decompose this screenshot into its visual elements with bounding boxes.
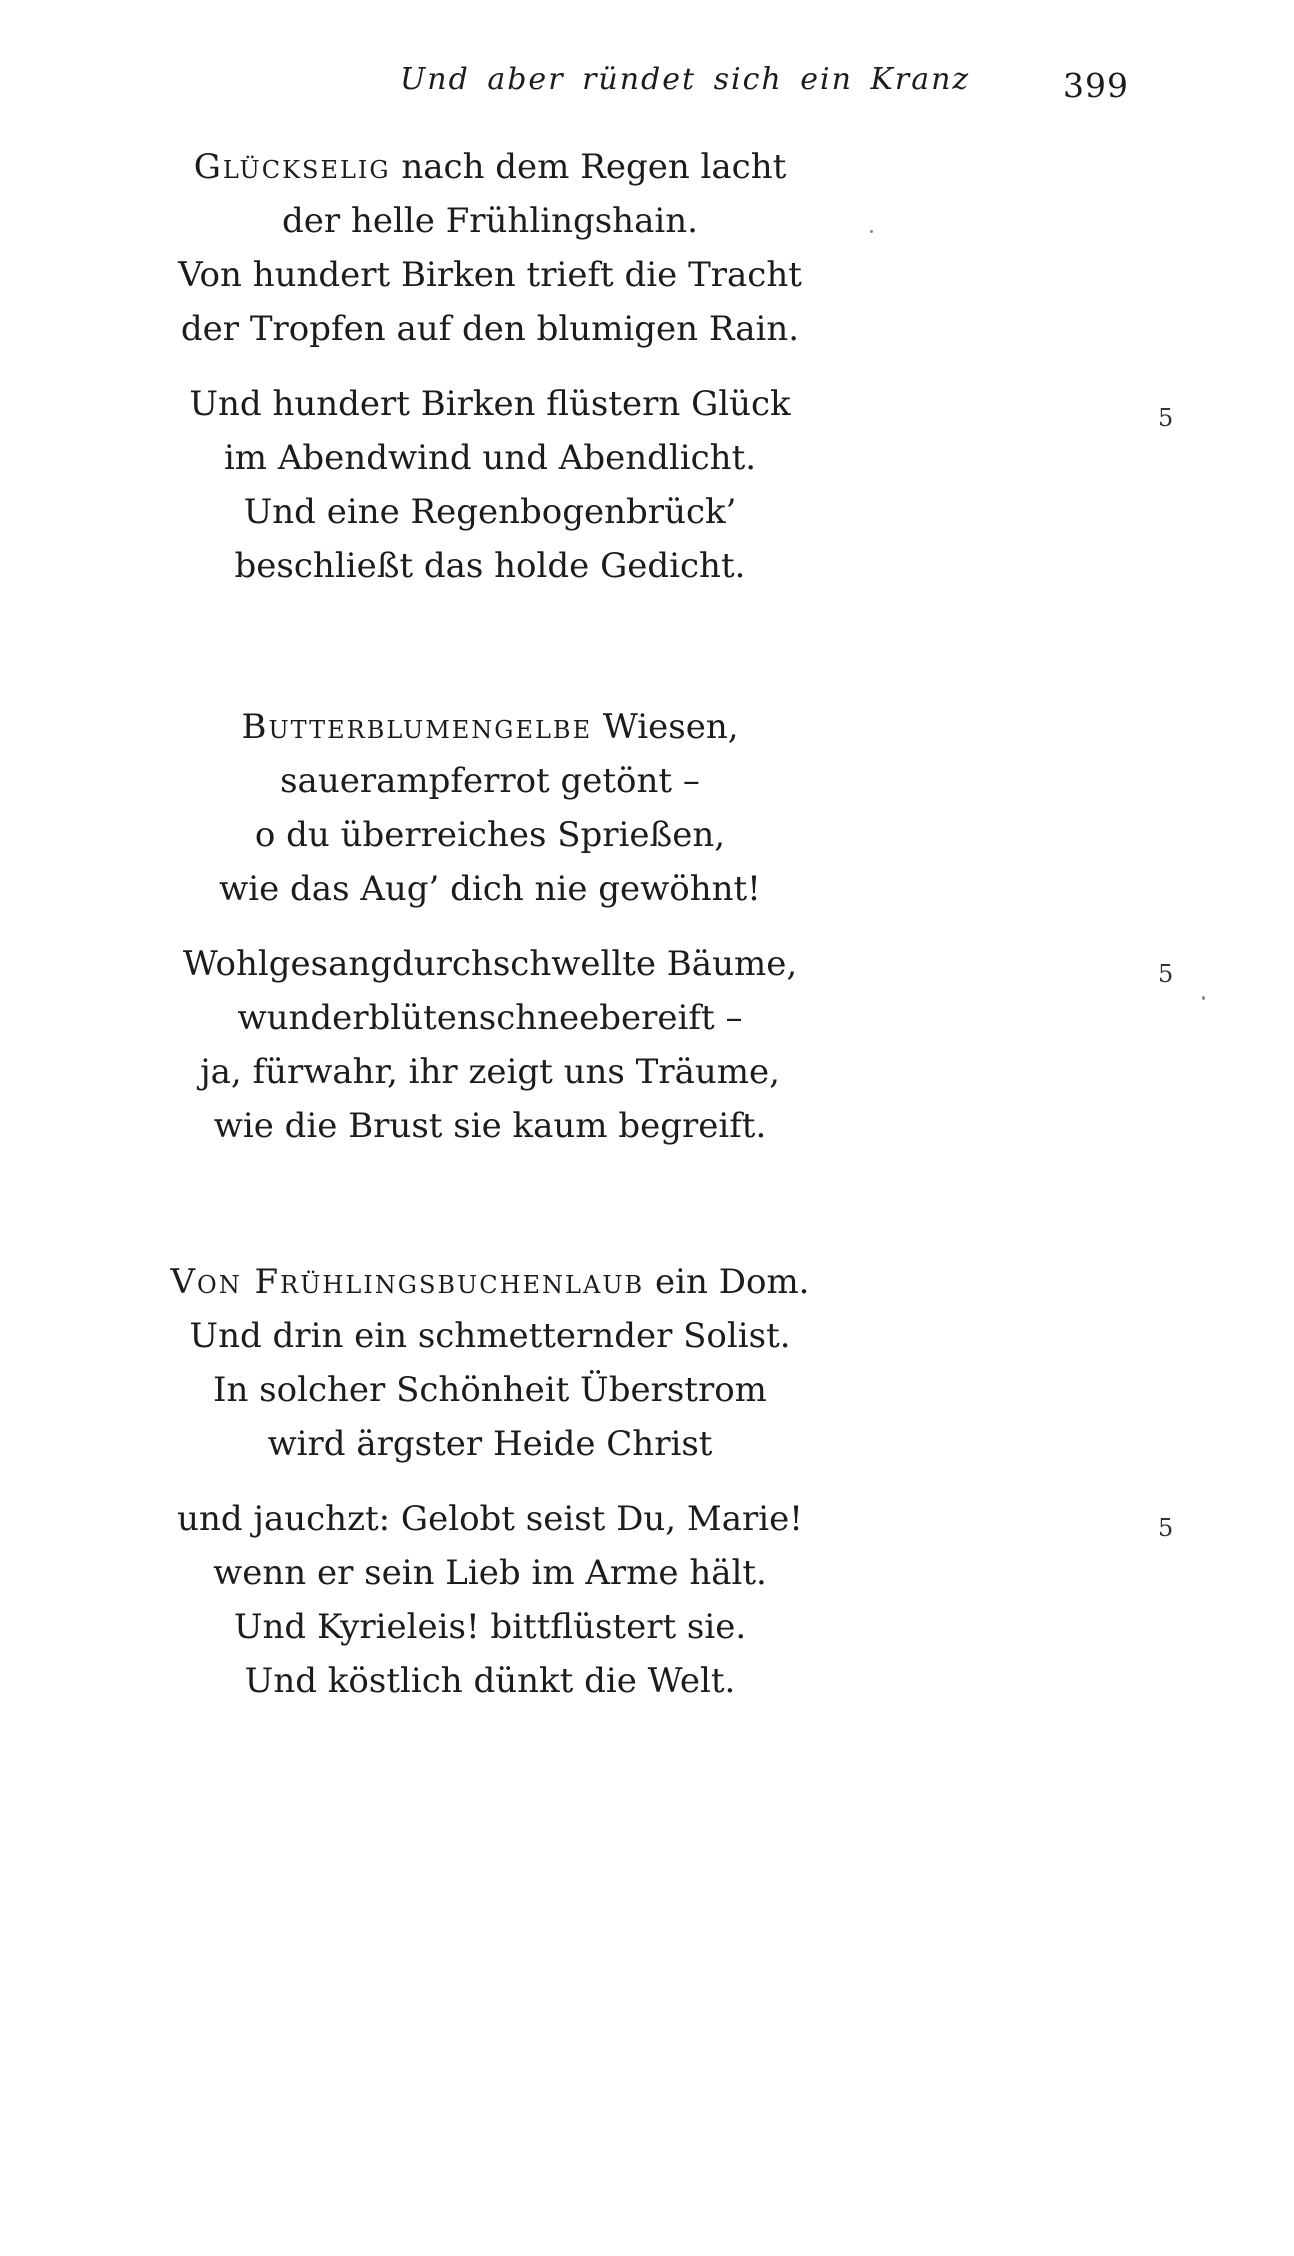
scan-speck (870, 230, 873, 233)
verse-line: Und hundert Birken flüstern Glück (189, 384, 791, 424)
verse-line: Butterblumengelbe Wiesen, (241, 707, 739, 747)
opening-word: Butterblumengelbe (241, 707, 593, 747)
stanza-1 (170, 140, 810, 356)
verse-line: Wohlgesangdurchschwellte Bäume, (182, 944, 798, 984)
poem-3 (170, 1255, 810, 1708)
page-number: 399 (1063, 66, 1129, 105)
verse-line: wie das Aug’ dich nie gewöhnt! (219, 869, 761, 909)
verse-line: o du überreiches Sprießen, (254, 815, 726, 855)
verse-line: wenn er sein Lieb im Arme hält. (213, 1553, 767, 1593)
poem-2 (170, 700, 810, 1153)
verse-line: wunderblütenschneebereift – (237, 998, 743, 1038)
verse-line: Und eine Regenbogenbrück’ (243, 492, 737, 532)
verse-line: der Tropfen auf den blumigen Rain. (180, 309, 800, 349)
stanza-1 (170, 1255, 810, 1471)
verse-line: und jauchzt: Gelobt seist Du, Marie! (177, 1499, 803, 1539)
line-number: 5 (1158, 1514, 1174, 1542)
line-number: 5 (1158, 960, 1174, 988)
verse-line: Glückselig nach dem Regen lacht (193, 147, 787, 187)
opening-word: Von Frühlingsbuchenlaub (170, 1262, 645, 1302)
poem-1 (170, 140, 810, 593)
opening-word: Glückselig (193, 147, 391, 187)
verse-line: Und drin ein schmetternder Solist. (189, 1316, 791, 1356)
verse-line: Von hundert Birken trieft die Tracht (178, 255, 802, 295)
scan-speck (1202, 996, 1205, 1000)
stanza-2 (170, 377, 810, 593)
verse-line: Und köstlich dünkt die Welt. (244, 1661, 736, 1701)
verse-line: In solcher Schönheit Überstrom (213, 1370, 767, 1410)
verse-line: im Abendwind und Abendlicht. (223, 438, 757, 478)
verse-line: Und Kyrieleis! bittflüstert sie. (233, 1607, 747, 1647)
verse-line: wie die Brust sie kaum begreift. (213, 1106, 767, 1146)
line-number: 5 (1158, 404, 1174, 432)
running-title: Und aber ründet sich ein Kranz (400, 62, 971, 97)
verse-line: ja, fürwahr, ihr zeigt uns Träume, (200, 1052, 780, 1092)
stanza-2 (170, 1492, 810, 1708)
verse-line: Von Frühlingsbuchenlaub ein Dom. (170, 1262, 810, 1302)
verse-line: der helle Frühlingshain. (282, 201, 698, 241)
verse-line: beschließt das holde Gedicht. (234, 546, 746, 586)
verse-line: sauerampferrot getönt – (280, 761, 700, 801)
verse-line: wird ärgster Heide Christ (267, 1424, 713, 1464)
stanza-1 (170, 700, 810, 916)
stanza-2 (170, 937, 810, 1153)
